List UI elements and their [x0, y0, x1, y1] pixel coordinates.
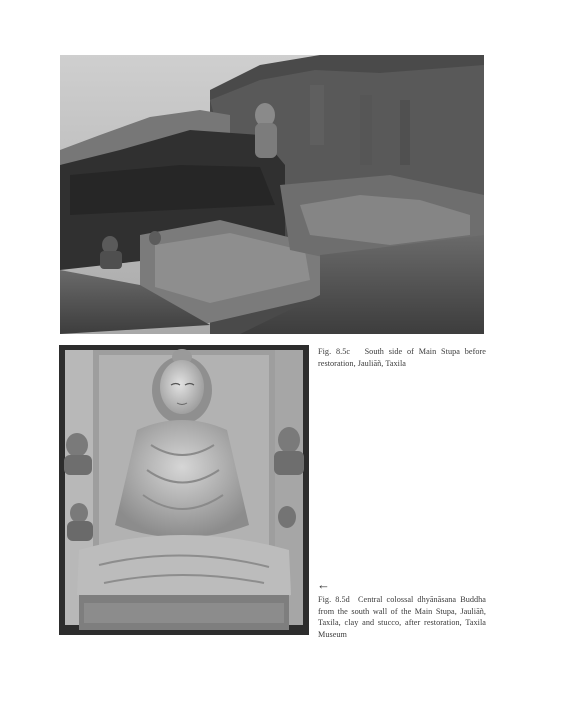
figure-label: Fig. 8.5c	[318, 347, 351, 356]
left-arrow-icon: ←	[317, 577, 330, 592]
stupa-ruins-photo	[60, 55, 484, 334]
figure-caption-8-5c	[318, 346, 486, 369]
figure-caption-8-5d	[318, 594, 486, 640]
buddha-sculpture-photo	[59, 345, 309, 635]
figure-caption-text: Central colossal dhyānāsana Buddha from the south wall of the Main Stupa, Jauliāñ, Taxila, clay and stucco, after restoration, Taxila Museum	[318, 595, 486, 639]
stupa-ruins-illustration	[60, 55, 484, 334]
buddha-sculpture-illustration	[59, 345, 309, 635]
figure-caption-text: South side of Main Stupa before restoration, Jauliāñ, Taxila	[318, 347, 486, 368]
figure-label: Fig. 8.5d	[318, 595, 350, 604]
